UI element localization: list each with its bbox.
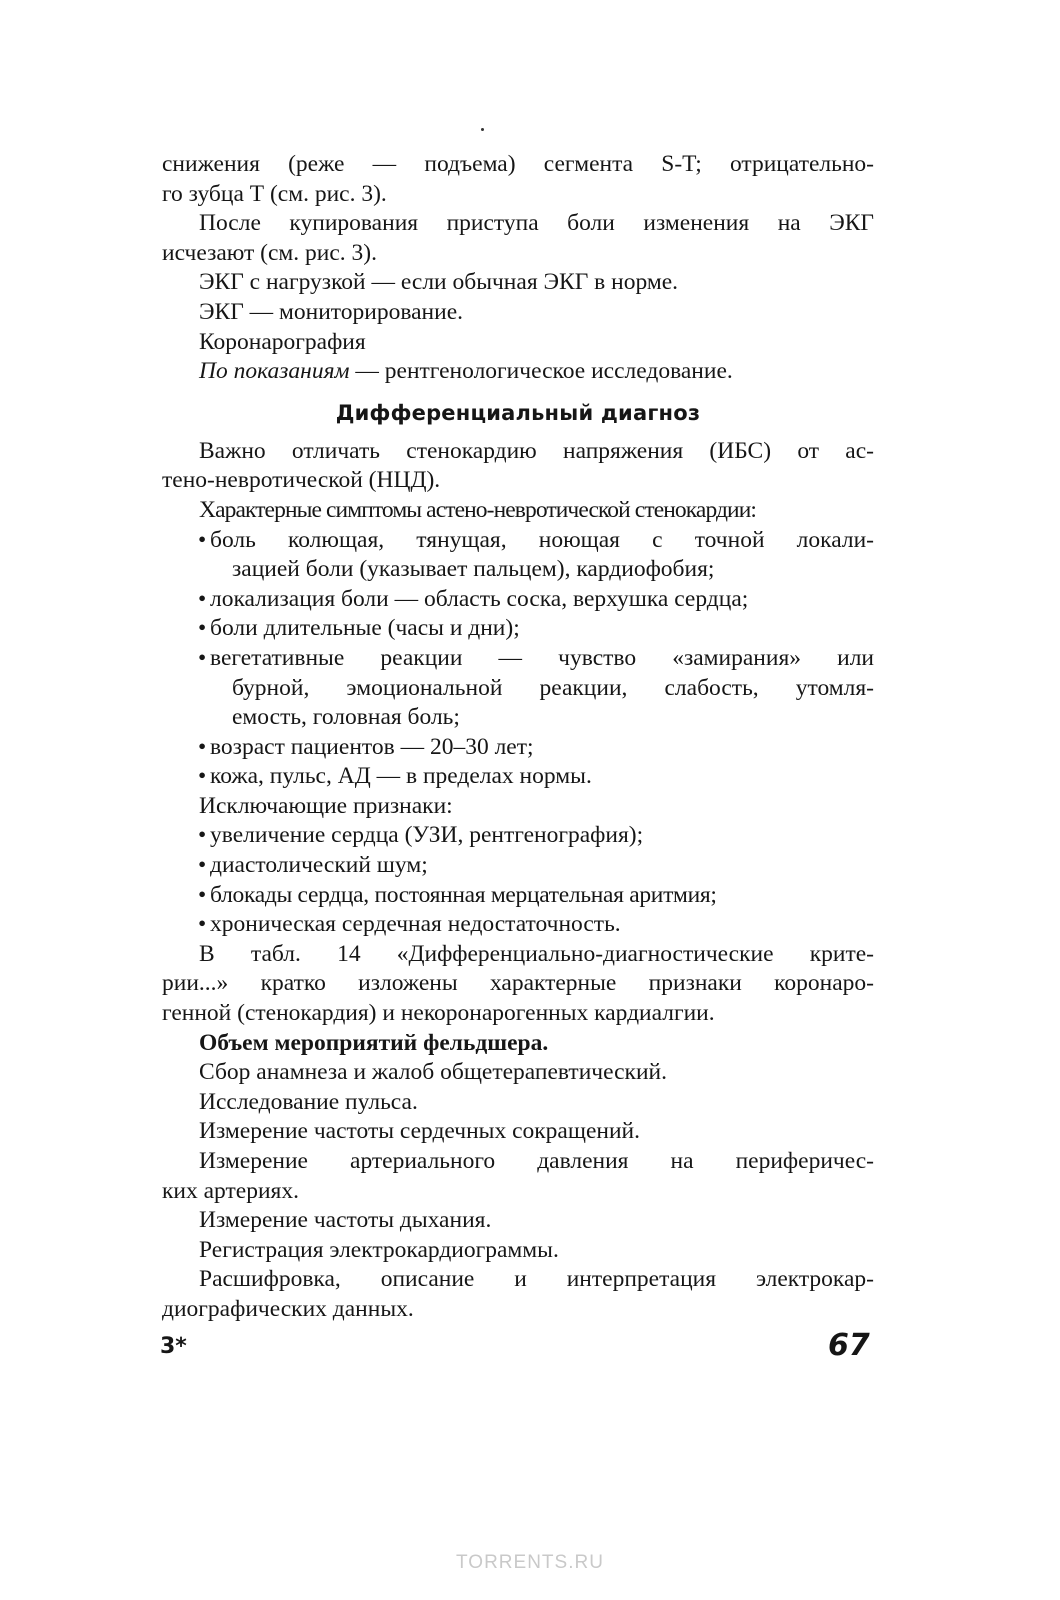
watermark: TORRENTS.RU [456,1552,604,1573]
text-fragment: — рентгенологическое исследование. [349,358,733,385]
text-line: Регистрация электрокардиограммы. [199,1236,559,1263]
text-line: В табл. 14 «Дифференциально-диагностические крите- [199,940,874,967]
text-line: Исследование пульса. [199,1088,418,1115]
list-item-continuation: бурной, эмоциональной реакции, слабость, утомля- [232,674,874,701]
section-heading: Дифференциальный диагноз [335,400,701,425]
list-item-text: увеличение сердца (УЗИ, рентгенография); [210,822,644,849]
list-item-text: боли длительные (часы и дни); [210,615,520,642]
page-body [162,150,874,1325]
text-line: Исключающие признаки: [199,792,453,819]
bullet-icon: • [198,852,207,879]
bullet-icon: • [198,822,207,849]
text-line: После купирования приступа боли изменения на ЭКГ [199,210,874,237]
text-line: Измерение артериального давления на периферичес- [199,1148,874,1174]
list-item-text: боль колющая, тянущая, ноющая с точной локали- [210,526,874,553]
bullet-icon: • [198,911,207,938]
bullet-icon: • [198,763,207,790]
list-item [162,910,874,940]
italic-phrase: По показаниям [199,358,350,385]
list-item [162,585,874,615]
text-line: тено-невротической (НЦД). [162,467,441,494]
text-line: ЭКГ с нагрузкой — если обычная ЭКГ в норме. [199,269,679,296]
signature-mark: 3* [160,1334,187,1359]
list-item [162,821,874,851]
list-item-text: возраст пациентов — 20–30 лет; [210,733,534,760]
list-item [162,762,874,792]
bullet-icon: • [198,526,207,553]
list-item-text: диастолический шум; [210,852,428,879]
bullet-icon: • [198,585,207,612]
list-item [162,526,874,556]
list-item-text: блокады сердца, постоянная мерцательная аритмия; [210,881,717,908]
text-line: ЭКГ — мониторирование. [199,298,464,325]
list-item-text: вегетативные реакции — чувство «замирания» или [210,644,874,671]
text-line [162,357,874,387]
text-line: Измерение частоты сердечных сокращений. [199,1118,640,1145]
list-item-text: хроническая сердечная недостаточность. [210,911,621,938]
text-line: снижения (реже — подъема) сегмента S-T; отрицательно- [162,151,874,177]
list-item [162,881,874,911]
bullet-icon: • [198,881,206,908]
page-number: 67 [828,1328,870,1363]
list-item-continuation: зацией боли (указывает пальцем), кардиофобия; [232,556,715,583]
text-line: Коронарография [199,328,366,355]
bullet-icon: • [198,644,207,671]
text-line: го зубца Т (см. рис. 3). [162,180,387,207]
list-item [162,614,874,644]
text-line: генной (стенокардия) и некоронарогенных кардиалгии. [162,1000,715,1027]
text-line: Характерные симптомы астено-невротической стенокардии: [199,496,757,523]
bullet-icon: • [198,733,207,760]
text-line: Важно отличать стенокардию напряжения (ИБС) от ас- [199,437,874,464]
list-item-text: кожа, пульс, АД — в пределах нормы. [210,763,592,790]
list-item-continuation: емость, головная боль; [232,704,460,731]
subsection-title: Объем мероприятий фельдшера. [199,1029,549,1056]
bullet-icon: • [198,615,207,642]
text-line: ких артериях. [162,1177,299,1204]
text-line: Измерение частоты дыхания. [199,1207,492,1234]
text-line: диографических данных. [162,1295,414,1322]
text-line: Сбор анамнеза и жалоб общетерапевтический. [199,1059,667,1086]
print-speck [481,128,484,131]
list-item [162,851,874,881]
list-item-text: локализация боли — область соска, верхушка сердца; [210,585,749,612]
list-item [162,644,874,674]
text-line: рии...» кратко изложены характерные признаки коронаро- [162,970,874,997]
text-line: Расшифровка, описание и интерпретация электрокар- [199,1266,874,1293]
text-line: исчезают (см. рис. 3). [162,239,378,266]
list-item [162,733,874,763]
